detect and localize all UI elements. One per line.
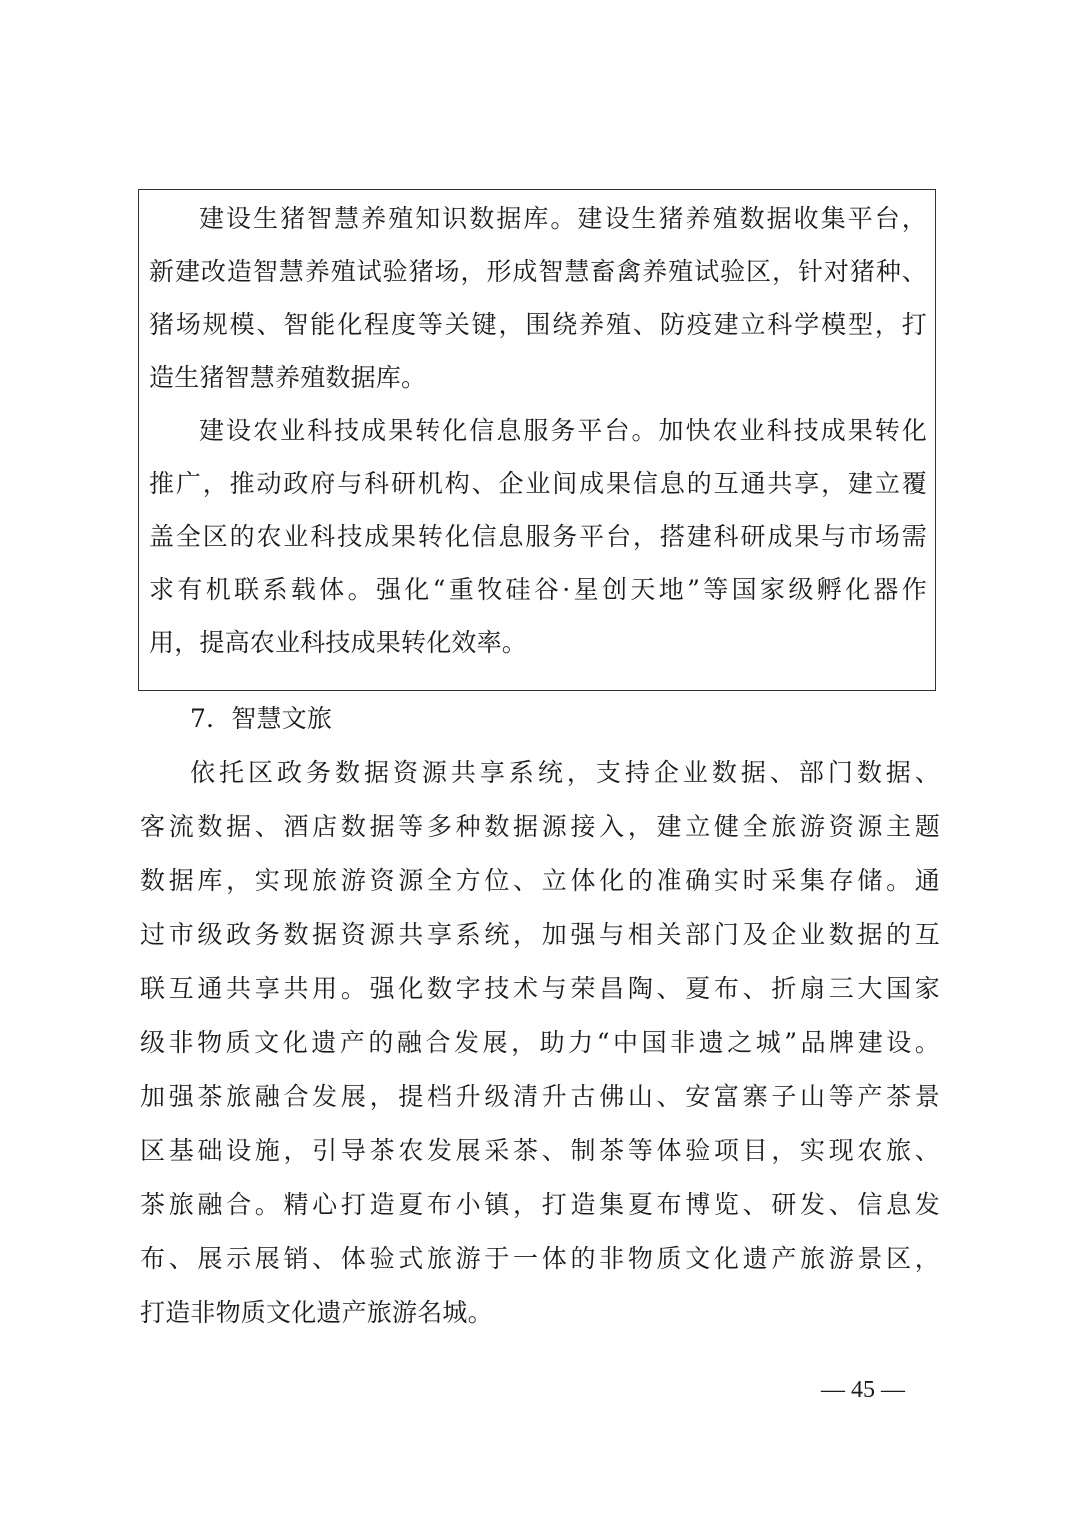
section-line-7: 加强茶旅融合发展，提档升级清升古佛山、安富寨子山等产茶景 bbox=[140, 1082, 940, 1111]
boxed-text-section bbox=[138, 189, 936, 691]
boxed-paragraph-2-line-1: 建设农业科技成果转化信息服务平台。加快农业科技成果转化 bbox=[199, 416, 927, 445]
boxed-paragraph-2-line-4: 求有机联系载体。强化“重牧硅谷·星创天地”等国家级孵化器作 bbox=[149, 575, 927, 604]
boxed-paragraph-1-line-4: 造生猪智慧养殖数据库。 bbox=[149, 363, 427, 392]
section-line-6: 级非物质文化遗产的融合发展，助力“中国非遗之城”品牌建设。 bbox=[140, 1028, 940, 1057]
boxed-paragraph-1-line-2: 新建改造智慧养殖试验猪场，形成智慧畜禽养殖试验区，针对猪种、 bbox=[149, 257, 927, 286]
section-line-3: 数据库，实现旅游资源全方位、立体化的准确实时采集存储。通 bbox=[140, 866, 940, 895]
section-line-4: 过市级政务数据资源共享系统，加强与相关部门及企业数据的互 bbox=[140, 920, 940, 949]
section-line-9: 茶旅融合。精心打造夏布小镇，打造集夏布博览、研发、信息发 bbox=[140, 1190, 940, 1219]
boxed-paragraph-2-line-5: 用，提高农业科技成果转化效率。 bbox=[149, 628, 528, 657]
boxed-paragraph-1-line-3: 猪场规模、智能化程度等关键，围绕养殖、防疫建立科学模型，打 bbox=[149, 310, 927, 339]
section-line-11: 打造非物质文化遗产旅游名城。 bbox=[140, 1298, 493, 1327]
section-line-10: 布、展示展销、体验式旅游于一体的非物质文化遗产旅游景区， bbox=[140, 1244, 940, 1273]
page-number: — 45 — bbox=[821, 1377, 905, 1403]
section-line-2: 客流数据、酒店数据等多种数据源接入，建立健全旅游资源主题 bbox=[140, 812, 940, 841]
main-text-section bbox=[140, 692, 940, 1340]
section-line-5: 联互通共享共用。强化数字技术与荣昌陶、夏布、折扇三大国家 bbox=[140, 974, 940, 1003]
section-line-8: 区基础设施，引导茶农发展采茶、制茶等体验项目，实现农旅、 bbox=[140, 1136, 940, 1165]
section-heading: 7．智慧文旅 bbox=[190, 704, 333, 733]
boxed-paragraph-2-line-3: 盖全区的农业科技成果转化信息服务平台，搭建科研成果与市场需 bbox=[149, 522, 927, 551]
boxed-paragraph-1-line-1: 建设生猪智慧养殖知识数据库。建设生猪养殖数据收集平台， bbox=[199, 204, 927, 233]
section-line-1: 依托区政务数据资源共享系统，支持企业数据、部门数据、 bbox=[190, 758, 940, 787]
boxed-paragraph-2-line-2: 推广，推动政府与科研机构、企业间成果信息的互通共享，建立覆 bbox=[149, 469, 927, 498]
